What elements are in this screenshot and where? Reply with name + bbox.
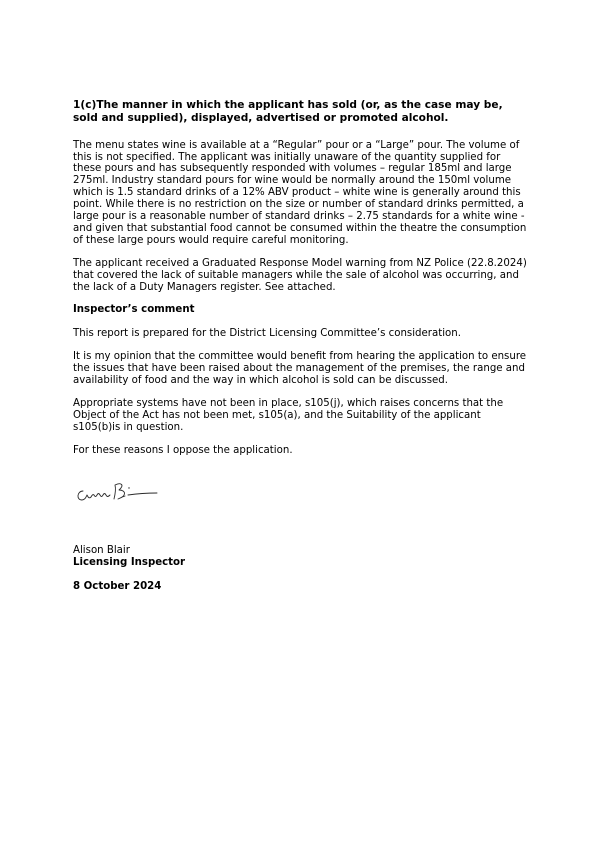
signatory-title: Licensing Inspector <box>73 557 186 568</box>
paragraph-wine-pours: The menu states wine is available at a “Regular” pour or a “Large” pour. The volume of this is not specified. The applicant was initially unaware of the quantity supplied for these pours and has subsequently responded with volumes – regular 185ml and large 275ml. Industry standard pours for wine would be normally around the 150ml volume which is 1.5 standard drinks of a 12% ABV product – white wine is generally around this point. While there is no restriction on the size or number of standard drinks permitted, a large pour is a reasonable number of standard drinks – 2.75 standards for a white wine - and given that substantial food cannot be consumed within the theatre the consumption of these large pours would require careful monitoring. <box>73 139 527 246</box>
paragraph-report-purpose: This report is prepared for the District Licensing Committee’s consideration. <box>73 328 461 340</box>
paragraph-opinion: It is my opinion that the committee would benefit from hearing the application to ensure the issues that have been raised about the management of the premises, the range and availability of food and the way in which alcohol is sold can be discussed. <box>73 351 527 387</box>
paragraph-police-warning: The applicant received a Graduated Response Model warning from NZ Police (22.8.2024) that covered the lack of suitable managers while the sale of alcohol was occurring, and the lack of a Duty Managers register. See attached. <box>73 257 527 293</box>
signoff-block <box>73 545 373 593</box>
report-date: 8 October 2024 <box>73 581 162 592</box>
section-heading: 1(c)The manner in which the applicant has sold (or, as the case may be, sold and supplied), displayed, advertised or promoted alcohol. <box>73 99 503 125</box>
signatory-name: Alison Blair <box>73 545 130 556</box>
report-body <box>73 99 531 468</box>
inspector-comment-heading: Inspector’s comment <box>73 304 195 316</box>
paragraph-systems: Appropriate systems have not been in place, s105(j), which raises concerns that the Object of the Act has not been met, s105(a), and the Suitability of the applicant s105(b)is in question. <box>73 398 504 433</box>
paragraph-conclusion: For these reasons I oppose the application. <box>73 444 293 456</box>
handwritten-signature <box>73 476 169 506</box>
